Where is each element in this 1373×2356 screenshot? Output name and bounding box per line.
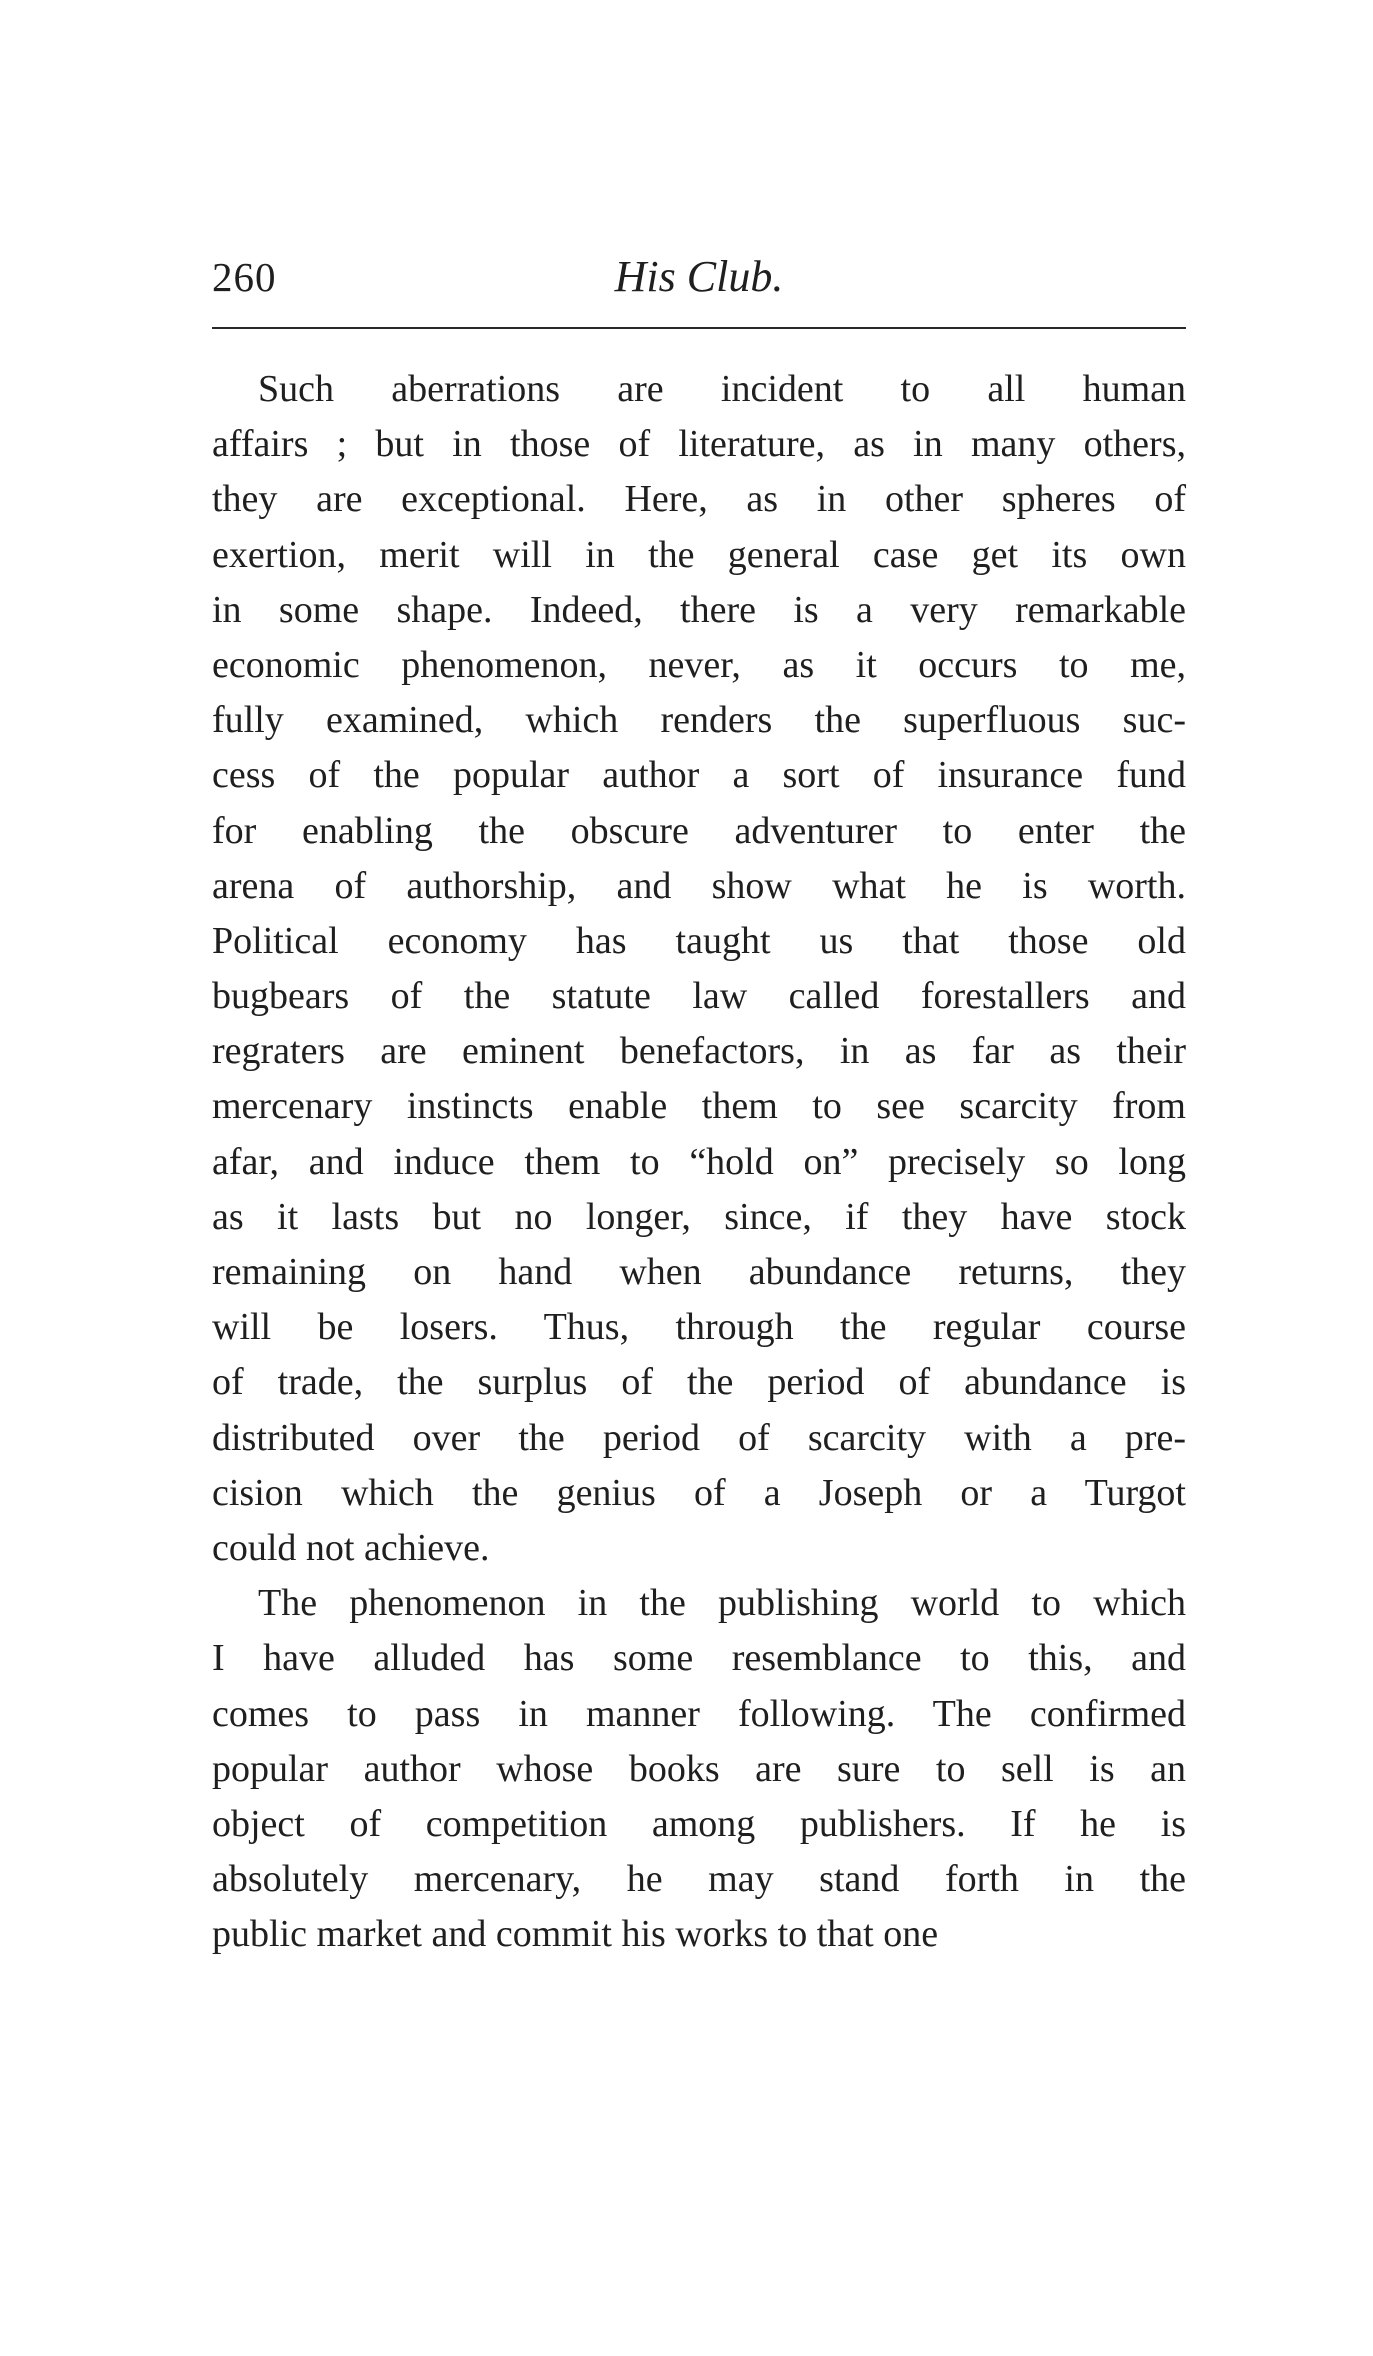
- body-text: [212, 362, 1186, 1962]
- text-line: afar, and induce them to “hold on” precisely so long: [212, 1140, 1186, 1183]
- text-line: affairs ; but in those of literature, as in many others,: [212, 423, 1186, 466]
- text-line: they are exceptional. Here, as in other spheres of: [212, 478, 1186, 521]
- page-number: 260: [212, 254, 277, 300]
- text-line: I have alluded has some resemblance to this, and: [212, 1637, 1186, 1680]
- text-line: remaining on hand when abundance returns, they: [212, 1251, 1186, 1293]
- text-line: could not achieve.: [212, 1526, 490, 1569]
- text-line: as it lasts but no longer, since, if they have stock: [212, 1195, 1186, 1238]
- text-line: of trade, the surplus of the period of abundance is: [212, 1361, 1186, 1404]
- text-line: comes to pass in manner following. The confirmed: [212, 1692, 1186, 1735]
- running-title: His Club.: [614, 252, 784, 301]
- text-line: fully examined, which renders the superfluous suc-: [212, 699, 1186, 742]
- text-line: in some shape. Indeed, there is a very remarkable: [212, 588, 1186, 631]
- text-line: regraters are eminent benefactors, in as far as their: [212, 1030, 1186, 1073]
- text-line: arena of authorship, and show what he is worth.: [212, 864, 1186, 907]
- paragraph: [212, 1576, 1186, 1962]
- paragraph: [212, 362, 1186, 1576]
- text-line: Political economy has taught us that those old: [212, 919, 1186, 962]
- text-line: exertion, merit will in the general case get its own: [212, 533, 1186, 576]
- text-line: absolutely mercenary, he may stand forth in the: [212, 1858, 1186, 1901]
- text-line: cess of the popular author a sort of insurance fund: [212, 754, 1186, 797]
- text-line: public market and commit his works to that one: [212, 1913, 939, 1956]
- text-line: Such aberrations are incident to all human: [258, 368, 1186, 410]
- page-header: [212, 252, 1186, 302]
- text-line: mercenary instincts enable them to see scarcity from: [212, 1085, 1186, 1128]
- text-line: for enabling the obscure adventurer to enter the: [212, 809, 1186, 852]
- text-line: popular author whose books are sure to sell is an: [212, 1747, 1186, 1790]
- text-line: economic phenomenon, never, as it occurs to me,: [212, 643, 1186, 686]
- text-line: object of competition among publishers. If he is: [212, 1802, 1186, 1845]
- text-line: distributed over the period of scarcity with a pre-: [212, 1416, 1186, 1459]
- text-line: will be losers. Thus, through the regular course: [212, 1306, 1186, 1349]
- text-line: The phenomenon in the publishing world to which: [258, 1582, 1186, 1625]
- text-line: cision which the genius of a Joseph or a Turgot: [212, 1471, 1186, 1514]
- text-line: bugbears of the statute law called forestallers and: [212, 975, 1186, 1018]
- header-rule: [212, 327, 1186, 329]
